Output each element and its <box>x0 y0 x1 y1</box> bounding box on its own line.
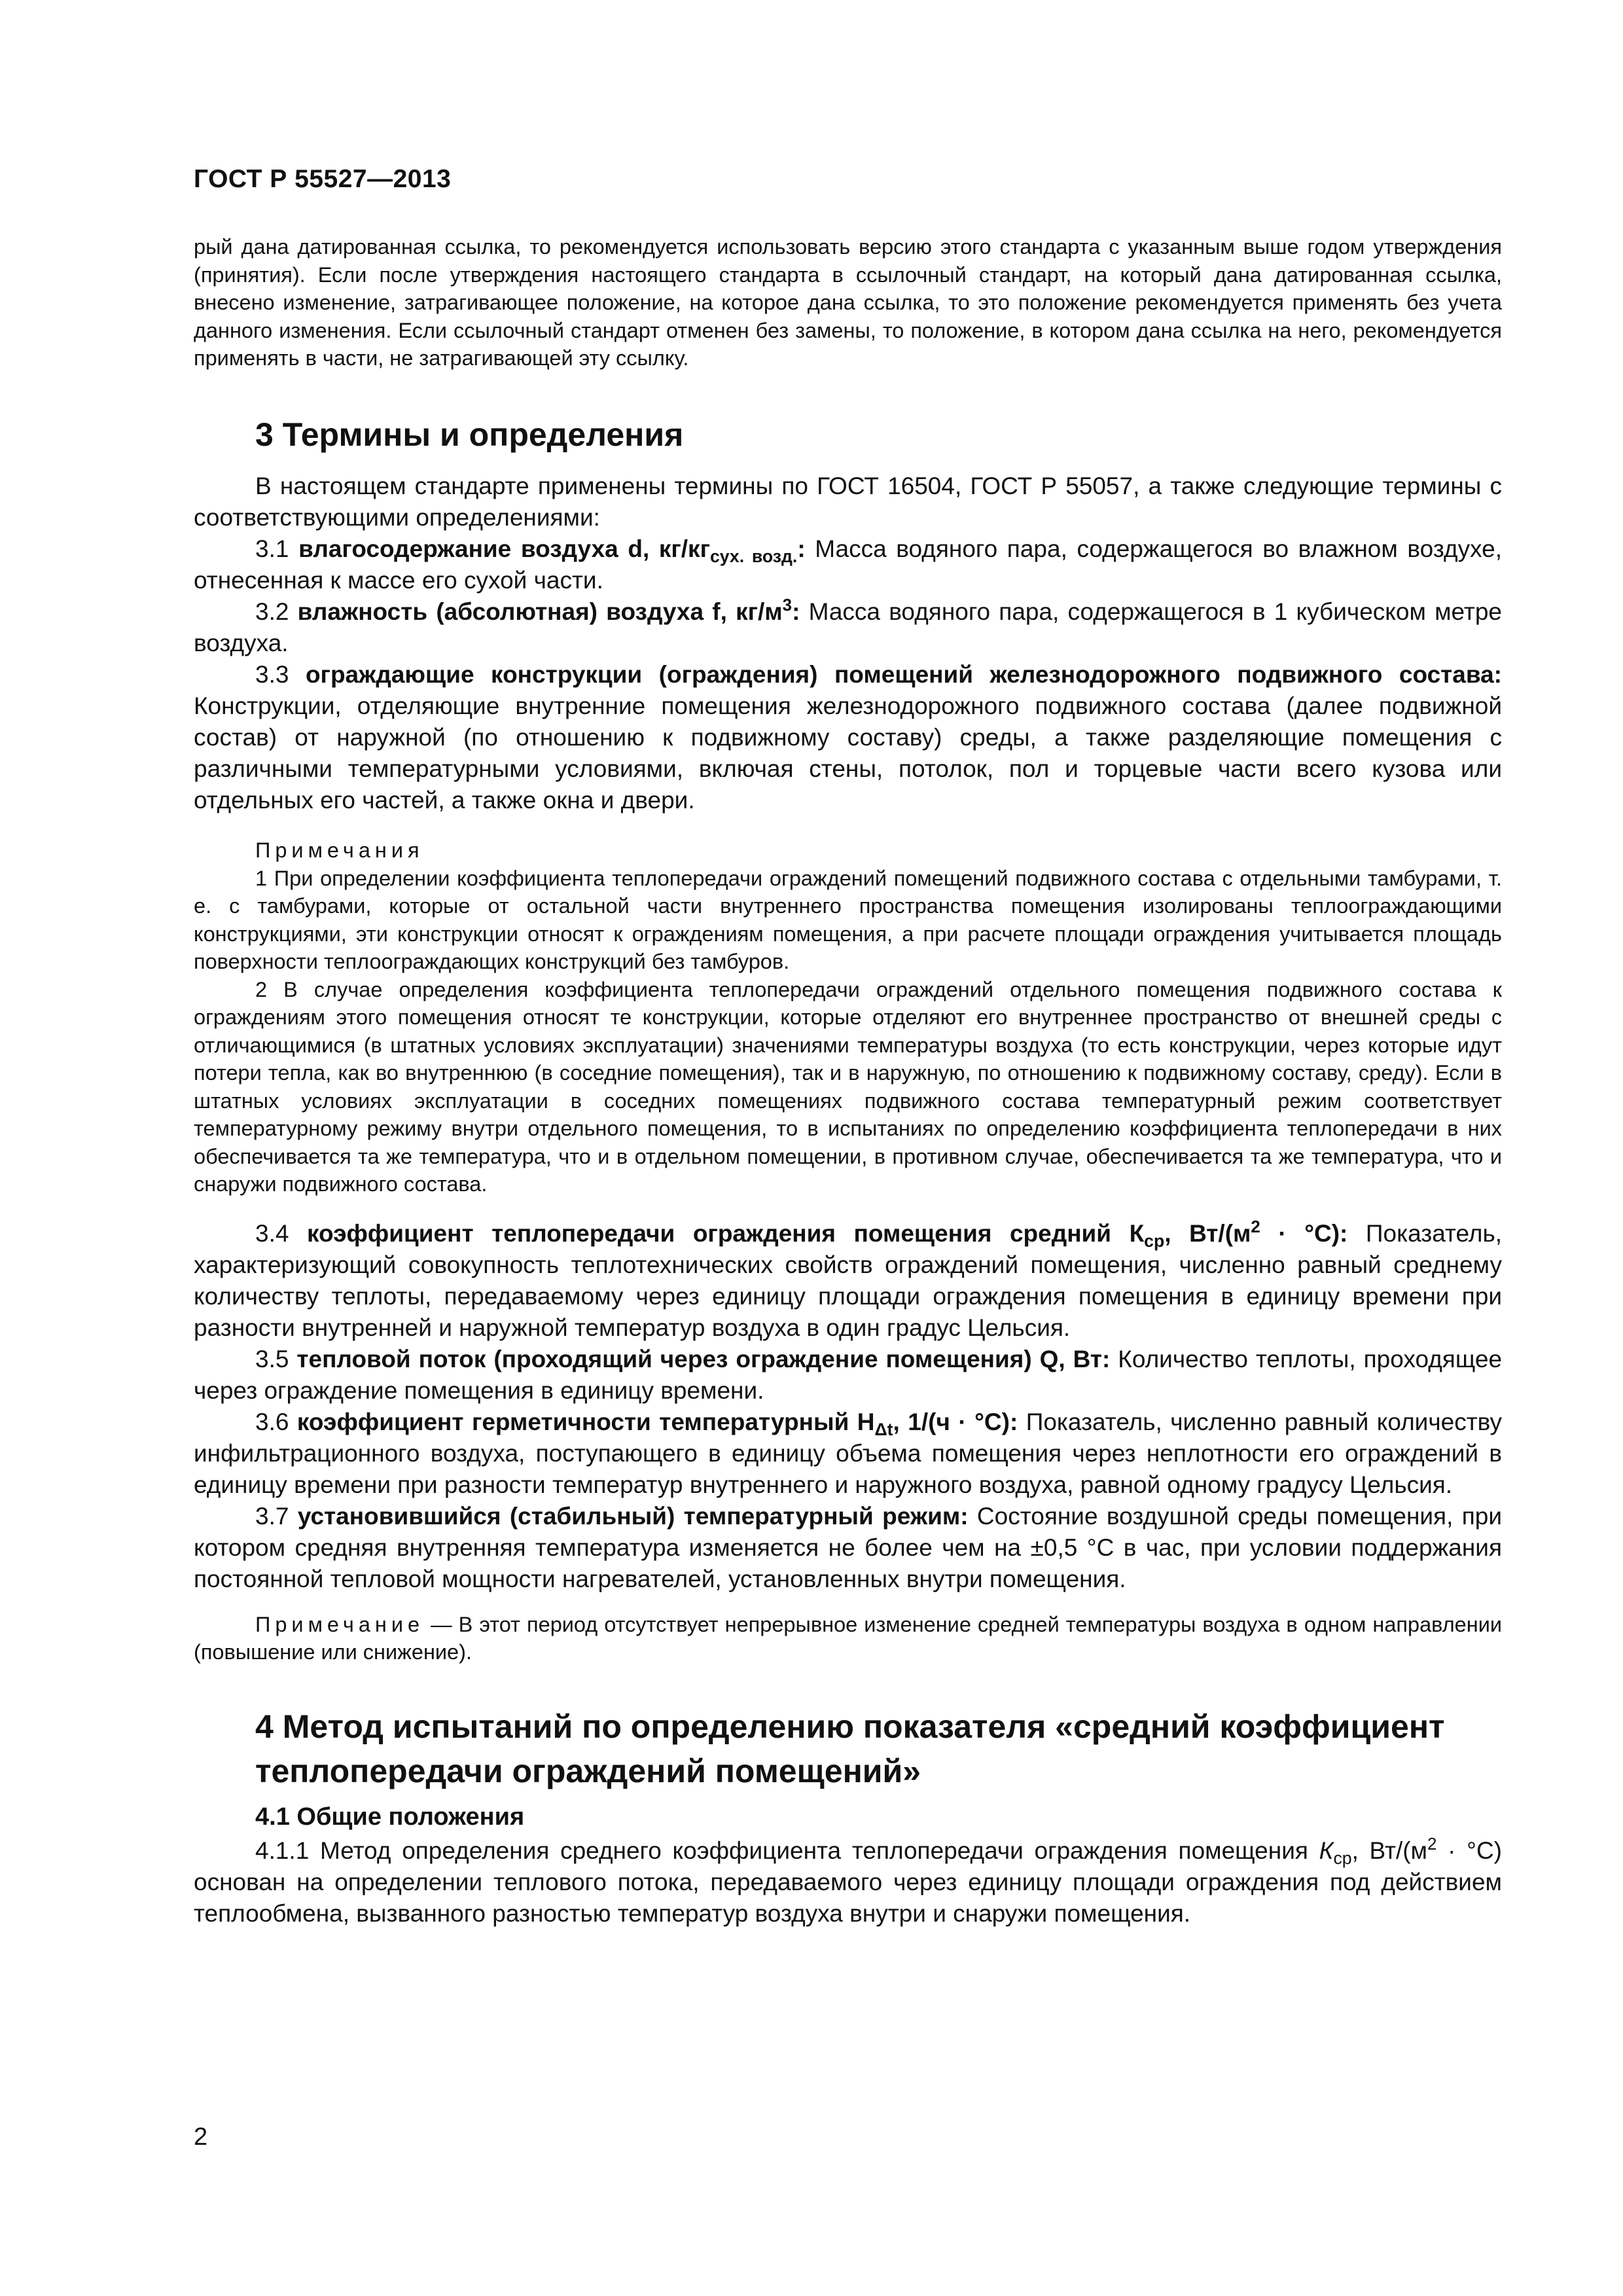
notes-label: Примечания <box>255 838 424 862</box>
k-symbol: К <box>1319 1837 1334 1864</box>
term-name <box>306 1217 1348 1251</box>
page-content <box>194 233 1502 1929</box>
term-number: 3.6 <box>255 1408 289 1435</box>
term-3-1 <box>194 533 1502 596</box>
term-name <box>298 535 806 566</box>
term-definition: Состояние воздушной среды помещения, при котором средняя внутренняя температура изменяется не более чем на ±0,5 °С в час, при условии поддержания постоянной тепловой мощности нагревателей, установленных внутри помещения. <box>194 1502 1503 1592</box>
term-superscript: 3 <box>782 596 793 615</box>
term-3-3 <box>194 659 1502 816</box>
note-2: 2 В случае определения коэффициента теплопередачи ограждений отдельного помещения подвижного состава к ограждениям этого помещения относят те конструкции, которые отделяют его внутреннее пространство от внешней среды с отличающимися (в штатных условиях эксплуатации) значениями температуры воздуха (то есть конструкции, через которые идут потери тепла, как во внутреннюю (в соседние помещения), так и в наружную, по отношению к подвижному составу, среду). Если в штатных условиях эксплуатации в соседних помещениях подвижного состава температурный режим соответствует температурному режиму внутри отдельного помещения, то в испытаниях по определению коэффициента теплопередачи в них обеспечивается та же температура, что и в отдельном помещении, в противном случае, обеспечивается та же температура, что и снаружи подвижного состава. <box>194 977 1502 1196</box>
clause-text-c: · °С) основан на определении теплового потока, передаваемого через единицу площади ограждения под действием теплообмена, вызванного разностью температур воздуха внутри и снаружи помещения. <box>194 1837 1502 1927</box>
term-definition: Показатель, характеризующий совокупность теплотехнических свойств ограждений помещения, численно равный среднему количеству теплоты, передаваемому через единицу площади ограждения помещения в единицу времени при разности внутренней и наружной температур воздуха в один градус Цельсия. <box>194 1219 1503 1341</box>
term-name: тепловой поток (проходящий через ограждение помещения) Q, Вт: <box>296 1345 1111 1372</box>
term-number: 3.5 <box>255 1345 289 1372</box>
page-number: 2 <box>194 2123 208 2151</box>
term-3-5 <box>194 1344 1502 1407</box>
term-name: ограждающие конструкции (ограждения) помещений железнодорожного подвижного состава: <box>305 660 1503 688</box>
term-subscript: Δt <box>874 1419 893 1439</box>
term-text: влажность (абсолютная) воздуха f, кг/м <box>297 598 783 625</box>
note-text: — В этот период отсутствует непрерывное изменение средней температуры воздуха в одном направлении (повышение или снижение). <box>194 1612 1502 1664</box>
term-text: коэффициент теплопередачи ограждения помещения средний К <box>306 1219 1145 1247</box>
subsection-4-1-title: 4.1 Общие положения <box>255 1803 525 1831</box>
term-end: · °С): <box>1260 1219 1348 1247</box>
document-code-header: ГОСТ Р 55527—2013 <box>194 165 452 193</box>
term-end: , 1/(ч · °С): <box>893 1408 1018 1435</box>
note-label: Примечание <box>255 1612 425 1636</box>
term-name: установившийся (стабильный) температурный режим: <box>297 1502 969 1530</box>
term-text: коэффициент герметичности температурный Н <box>296 1408 875 1435</box>
term-3-6 <box>194 1407 1502 1501</box>
clause-text-a: 4.1.1 Метод определения среднего коэффициента теплопередачи ограждения помещения <box>255 1837 1319 1864</box>
term-number: 3.2 <box>255 598 289 625</box>
term-definition: Масса водяного пара, содержащегося в 1 кубическом метре воздуха. <box>194 598 1502 656</box>
clause-4-1-1 <box>194 1835 1502 1929</box>
term-3-2 <box>194 596 1502 659</box>
term-subscript: ср <box>1144 1230 1165 1251</box>
term-name <box>298 598 800 625</box>
term-definition: Показатель, численно равный количеству инфильтрационного воздуха, поступающего в единицу объема помещения через неплотности его ограждений в единицу времени при разности температур внутреннего и наружного воздуха, равной одному градусу Цельсия. <box>194 1408 1502 1498</box>
term-definition: Количество теплоты, проходящее через ограждение помещения в единицу времени. <box>194 1345 1503 1404</box>
note-1: 1 При определении коэффициента теплопередачи ограждений помещений подвижного состава с отдельными тамбурами, т. е. с тамбурами, которые от остальной части внутреннего пространства помещения изолированы теплоограждающими конструкциями, эти конструкции относят к ограждениям помещения, а при расчете площади ограждения учитывается площадь поверхности теплоограждающих конструкций без тамбуров. <box>194 866 1502 973</box>
term-mid: , Вт/(м <box>1164 1219 1251 1247</box>
term-superscript: 2 <box>1251 1217 1260 1236</box>
term-3-7 <box>194 1501 1502 1595</box>
term-end: : <box>797 535 806 562</box>
term-number: 3.4 <box>255 1219 289 1247</box>
section-3-title: 3 Термины и определения <box>255 416 684 453</box>
k-subscript: ср <box>1333 1848 1352 1868</box>
unit-superscript: 2 <box>1427 1835 1437 1854</box>
term-definition: Масса водяного пара, содержащегося во влажном воздухе, отнесенная к массе его сухой части. <box>194 535 1503 594</box>
section-4-title: 4 Метод испытаний по определению показателя «средний коэффициент теплопередачи ограждений помещений» <box>255 1708 1445 1789</box>
term-text: влагосодержание воздуха d, кг/кг <box>298 535 710 562</box>
note-3-7 <box>194 1611 1502 1666</box>
section-3-intro: В настоящем стандарте применены термины по ГОСТ 16504, ГОСТ Р 55057, а также следующие термины с соответствующими определениями: <box>194 472 1502 531</box>
term-3-4 <box>194 1218 1502 1344</box>
term-number: 3.3 <box>255 660 289 688</box>
term-subscript: сух. возд. <box>709 546 798 566</box>
intro-fragment: рый дана датированная ссылка, то рекомендуется использовать версию этого стандарта с указанным выше годом утверждения (принятия). Если после утверждения настоящего стандарта в ссылочный стандарт, на который дана датированная ссылка, внесено изменение, затрагивающее положение, на которое дана ссылка, то это положение рекомендуется применять без учета данного изменения. Если ссылочный стандарт отменен без замены, то положение, в котором дана ссылка на него, рекомендуется применять в части, не затрагивающей эту ссылку. <box>194 235 1502 370</box>
term-number: 3.7 <box>255 1502 289 1530</box>
clause-text-b: , Вт/(м <box>1351 1837 1427 1864</box>
term-number: 3.1 <box>255 535 289 562</box>
term-name <box>296 1408 1018 1439</box>
term-end: : <box>792 598 800 625</box>
term-definition: Конструкции, отделяющие внутренние помещения железнодорожного подвижного состава (далее подвижной состав) от наружной (по отношению к подвижному составу) среды, а также разделяющие помещения с различными температурными условиями, включая стены, потолок, пол и торцевые части всего кузова или отдельных его частей, а также окна и двери. <box>194 692 1502 814</box>
